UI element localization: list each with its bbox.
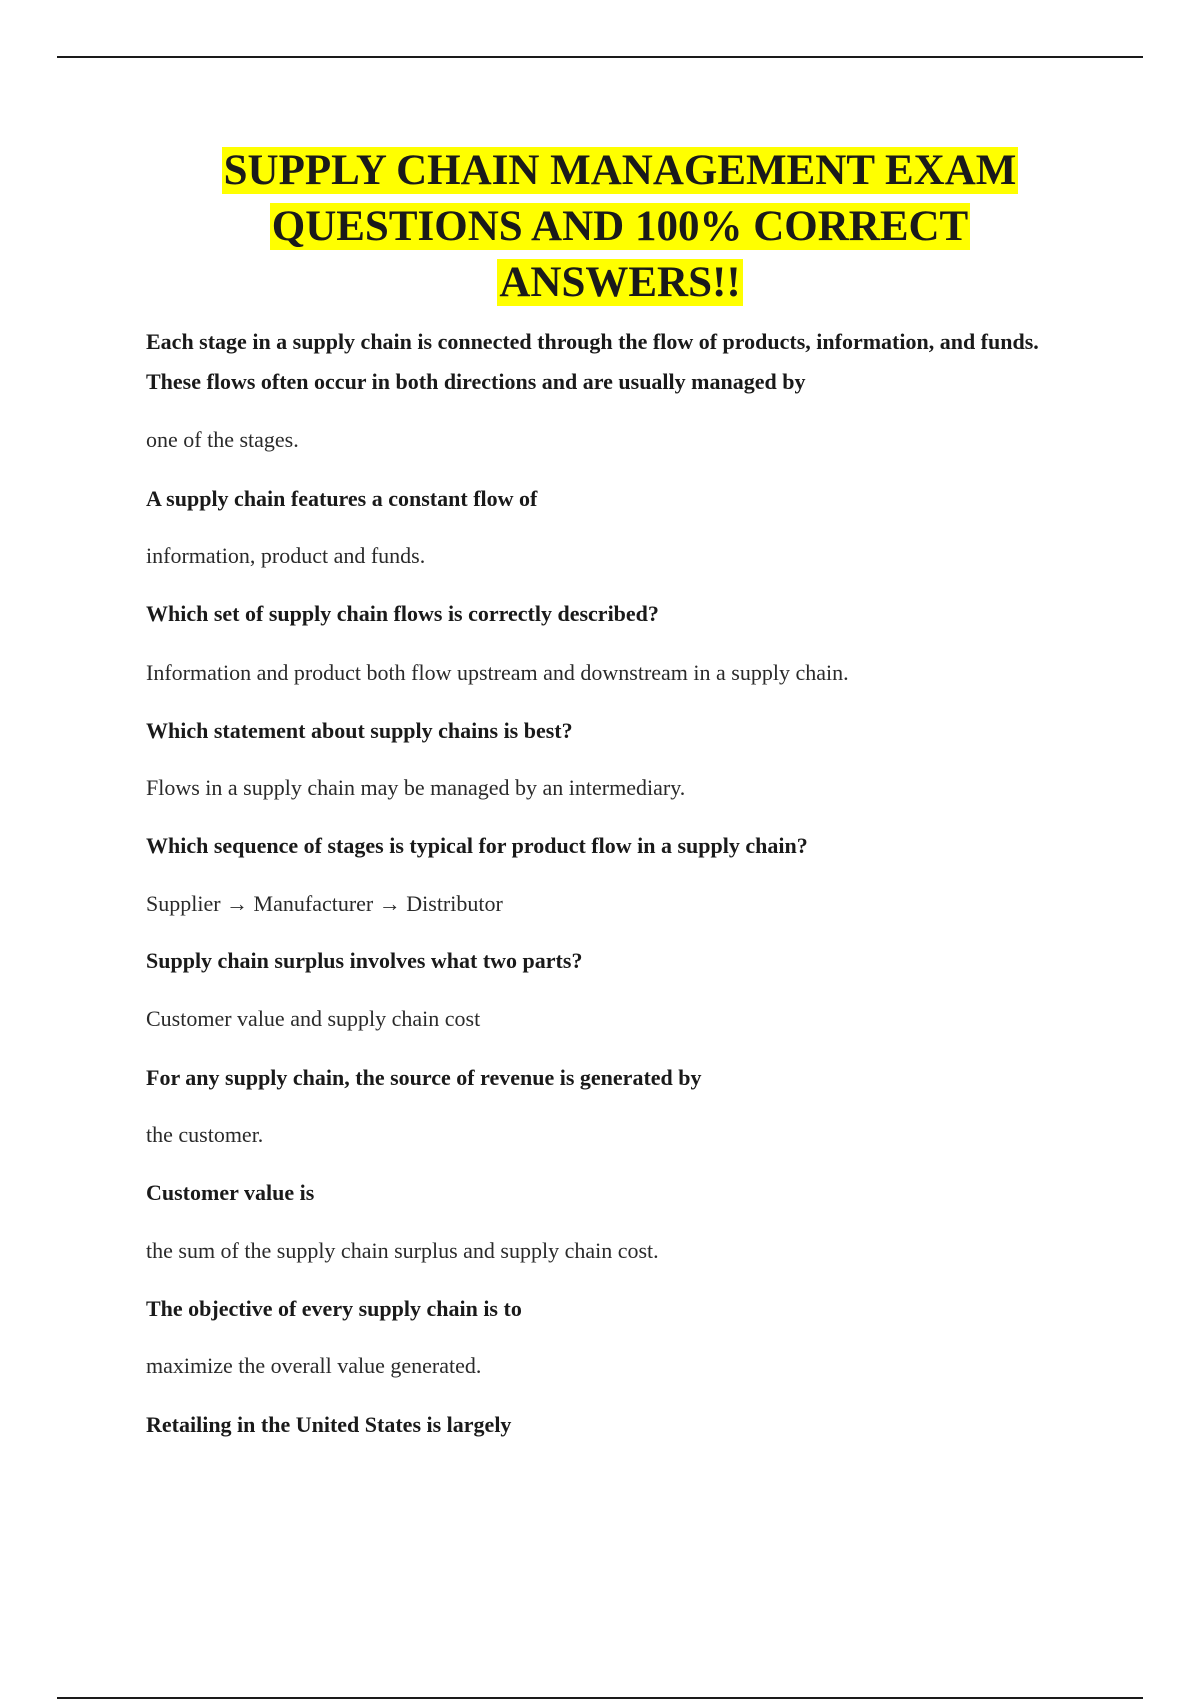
answer-8: the sum of the supply chain surplus and supply chain cost. (146, 1238, 659, 1263)
title-line-2: QUESTIONS AND 100% CORRECT (271, 203, 969, 250)
question-3: Which set of supply chain flows is correctly described? (146, 601, 659, 626)
answer-5: Supplier → Manufacturer → Distributor (146, 891, 503, 916)
question-4: Which statement about supply chains is best? (146, 718, 573, 743)
question-5: Which sequence of stages is typical for product flow in a supply chain? (146, 833, 808, 858)
answer-3: Information and product both flow upstream and downstream in a supply chain. (146, 660, 849, 685)
question-8: Customer value is (146, 1180, 315, 1205)
question-6: Supply chain surplus involves what two parts? (146, 948, 583, 973)
question-10: Retailing in the United States is largely (146, 1412, 512, 1437)
answer-7: the customer. (146, 1122, 264, 1147)
top-rule (57, 56, 1143, 58)
title-line-3: ANSWERS!! (499, 259, 741, 306)
title-line-1: SUPPLY CHAIN MANAGEMENT EXAM (223, 147, 1017, 194)
answer-6: Customer value and supply chain cost (146, 1006, 481, 1031)
answer-4: Flows in a supply chain may be managed by an intermediary. (146, 775, 686, 800)
question-1: Each stage in a supply chain is connected through the flow of products, information, and funds. These flows often occur in both directions and are usually managed by (146, 329, 1039, 394)
question-9: The objective of every supply chain is to (146, 1296, 522, 1321)
answer-1: one of the stages. (146, 427, 299, 452)
answer-2: information, product and funds. (146, 543, 426, 568)
bottom-rule (57, 1697, 1143, 1699)
question-7: For any supply chain, the source of revenue is generated by (146, 1065, 702, 1090)
question-2: A supply chain features a constant flow of (146, 486, 538, 511)
document-title (140, 143, 1100, 311)
answer-9: maximize the overall value generated. (146, 1353, 482, 1378)
